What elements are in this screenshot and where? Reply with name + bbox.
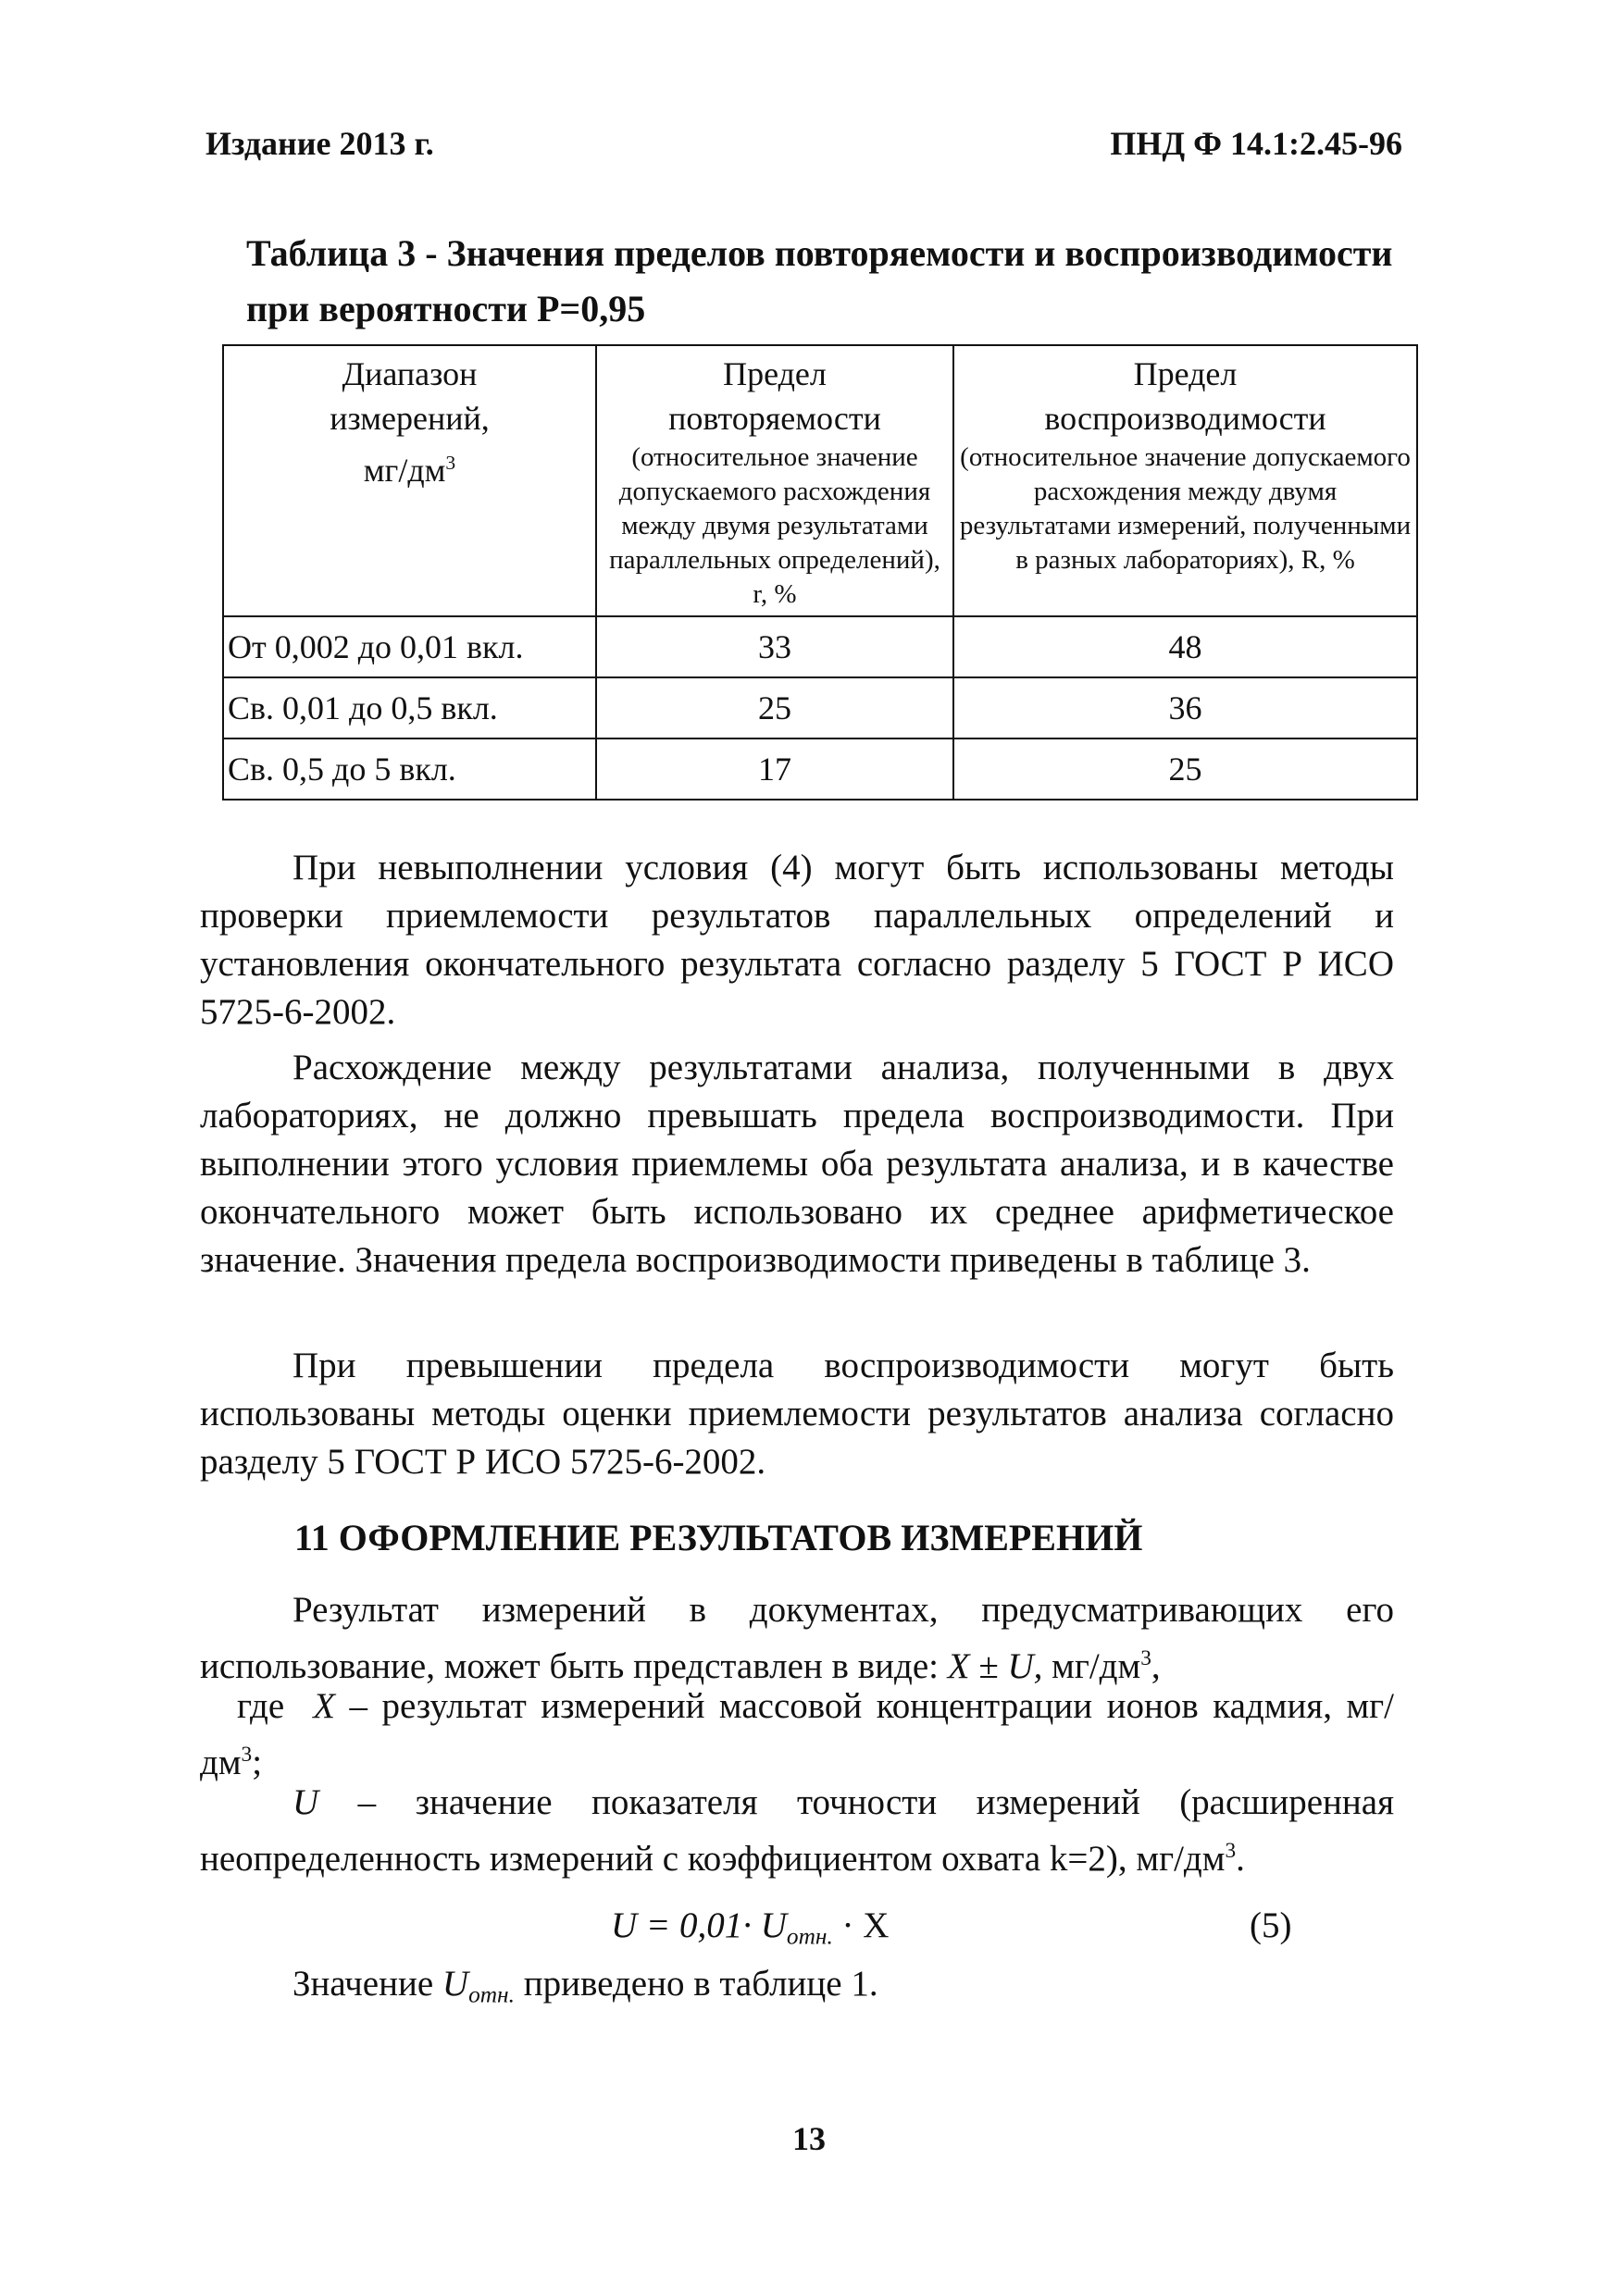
- header-reproducibility: Предел воспроизводимости (относительное значение допускаемого расхождения между двумя результатами измерений, полученными в разных лабораториях), R, %: [953, 345, 1417, 616]
- header-repeatability: Предел повторяемости (относительное значение допускаемого расхождения между двумя результатами параллельных определений), r, %: [596, 345, 953, 616]
- table-row: [223, 616, 1417, 677]
- document-code: ПНД Ф 14.1:2.45-96: [1110, 125, 1402, 162]
- result-paragraph: Результат измерений в документах, предусматривающих его использование, может быть представлен в виде: X ± U, $мг/дм^3$,: [200, 1590, 1394, 1686]
- repeatability-cell: 17: [596, 738, 953, 800]
- reproducibility-cell: 25: [953, 738, 1417, 800]
- paragraph-2: Расхождение между результатами анализа, полученными в двух лабораториях, не должно превышать предела воспроизводимости. При выполнении этого условия приемлемы оба результата анализа, и в качестве окончательного может быть использовано их среднее арифметическое значение. Значения предела воспроизводимости приведены в таблице 3.: [200, 1048, 1394, 1280]
- range-cell: Св. 0,5 до 5 вкл.: [223, 738, 596, 800]
- table-row: [223, 738, 1417, 800]
- page-number: 13: [792, 2120, 826, 2157]
- edition-label: Издание 2013 г.: [205, 125, 434, 162]
- formula: $U = 0,01\cdot U_{отн.} \cdot X$: [611, 1905, 890, 1950]
- table-caption: Таблица 3 - Значения пределов повторяемости и воспроизводимости при вероятности P=0,95: [246, 232, 1393, 329]
- range-cell: От 0,002 до 0,01 вкл.: [223, 616, 596, 677]
- paragraph-1: При невыполнении условия (4) могут быть использованы методы проверки приемлемости результатов параллельных определений и установления окончательного результата согласно разделу 5 ГОСТ Р ИСО 5725-6-2002.: [200, 848, 1394, 1032]
- repeatability-cell: 33: [596, 616, 953, 677]
- limits-table: [222, 344, 1418, 800]
- formula-number: (5): [1250, 1905, 1292, 1945]
- uotn-paragraph: Значение $U_{отн.}$ приведено в таблице 1.: [292, 1964, 878, 2008]
- section-heading: 11 ОФОРМЛЕНИЕ РЕЗУЛЬТАТОВ ИЗМЕРЕНИЙ: [294, 1517, 1143, 1558]
- where-x-paragraph: где X – результат измерений массовой концентрации ионов кадмия, $мг/дм^3$;: [200, 1686, 1395, 1782]
- where-u-paragraph: U – значение показателя точности измерений (расширенная неопределенность измерений с коэффициентом охвата k=2), $мг/дм^3$.: [200, 1782, 1395, 1879]
- repeatability-cell: 25: [596, 677, 953, 738]
- header-range: Диапазон измерений, $мг/дм^3$: [223, 345, 596, 616]
- range-cell: Св. 0,01 до 0,5 вкл.: [223, 677, 596, 738]
- table-row: [223, 677, 1417, 738]
- paragraph-3: При превышении предела воспроизводимости могут быть использованы методы оценки приемлемости результатов анализа согласно разделу 5 ГОСТ Р ИСО 5725-6-2002.: [200, 1346, 1394, 1482]
- reproducibility-cell: 48: [953, 616, 1417, 677]
- reproducibility-cell: 36: [953, 677, 1417, 738]
- table-header-row: [223, 345, 1417, 616]
